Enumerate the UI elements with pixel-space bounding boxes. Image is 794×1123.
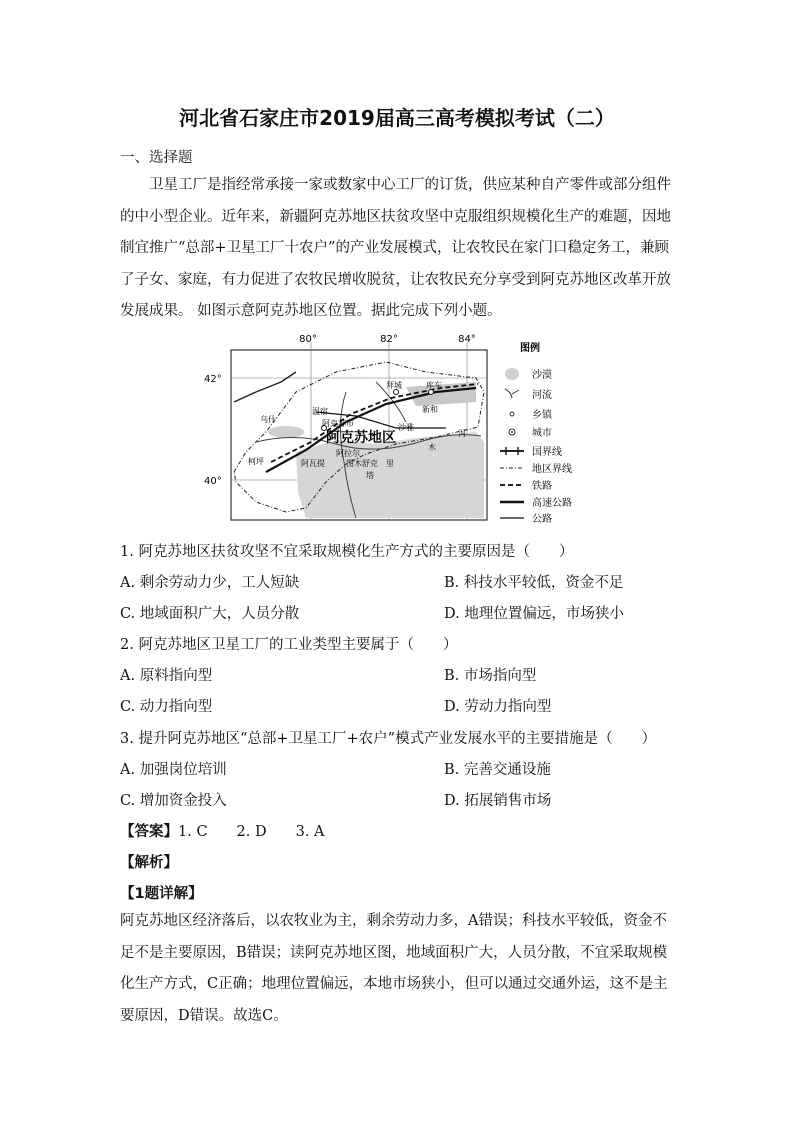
place-label: 乌什 xyxy=(260,415,276,424)
lat-label-42: 42° xyxy=(204,374,222,385)
lon-label-84: 84° xyxy=(458,334,476,345)
legend-town-symbol xyxy=(510,412,514,416)
legend xyxy=(500,368,572,525)
detail-label: 【1题详解】 xyxy=(120,886,203,902)
desert-west xyxy=(268,426,304,438)
question-3-stem: 3. 提升阿克苏地区“总部+卫星工厂+农户”模式产业发展水平的主要措施是（ ） xyxy=(120,731,657,747)
place-label: 拜城 xyxy=(386,381,402,390)
legend-title: 图例 xyxy=(520,343,540,354)
legend-city-dot xyxy=(511,431,513,433)
legend-railway-label: 铁路 xyxy=(532,481,552,492)
answer-label: 【答案】 xyxy=(120,824,178,840)
place-label: 库车 xyxy=(426,381,442,390)
place-label: 河 xyxy=(458,429,466,438)
question-1-stem: 1. 阿克苏地区扶贫攻坚不宜采取规模化生产方式的主要原因是（ ） xyxy=(120,544,574,560)
question-1-option-b: B. 科技水平较低，资金不足 xyxy=(444,575,624,591)
lon-label-82: 82° xyxy=(380,334,398,345)
question-1-option-d: D. 地理位置偏远，市场狭小 xyxy=(444,606,624,622)
place-label: 柯坪 xyxy=(248,457,264,466)
city-marker xyxy=(429,390,434,395)
intro-paragraph: 卫星工厂是指经常承接一家或数家中心工厂的订货，供应某种自产零件或部分组件的中小型企业。近年来，新疆阿克苏地区扶贫攻坚中克服组织规模化生产的难题，因地制宜推广“总部+卫星工厂十农户”的产业发展模式，让农牧民在家门口稳定务工，兼顾了子女、家庭，有力促进了农牧民增收脱贫，让农牧民充分享受到阿克苏地区改革开放发展成果。 如图示意阿克苏地区位置。据此完成下列小题。 xyxy=(120,177,671,319)
legend-desert-label: 沙漠 xyxy=(532,370,552,381)
question-1-option-a: A. 剩余劳动力少，工人短缺 xyxy=(120,575,300,591)
map-figure xyxy=(204,332,572,526)
region-label: 阿克苏地区 xyxy=(326,430,396,446)
place-label: 阿瓦提 xyxy=(301,459,325,468)
question-2-option-c: C. 动力指向型 xyxy=(120,699,213,715)
answer-line xyxy=(120,820,325,841)
question-3-option-d: D. 拓展销售市场 xyxy=(444,793,552,809)
question-2-option-b: B. 市场指向型 xyxy=(444,668,537,684)
place-label: 新和 xyxy=(422,405,438,414)
place-label: 温宿 xyxy=(312,407,328,416)
analysis-label: 【解析】 xyxy=(120,855,178,871)
lon-label-80: 80° xyxy=(299,334,317,345)
legend-desert-symbol xyxy=(505,368,519,380)
legend-town-label: 乡镇 xyxy=(532,410,552,421)
legend-road-label: 公路 xyxy=(532,514,552,525)
question-3-option-c: C. 增加资金投入 xyxy=(120,793,227,809)
question-2-option-a: A. 原料指向型 xyxy=(120,668,213,684)
question-2-stem: 2. 阿克苏地区卫星工厂的工业类型主要属于（ ） xyxy=(120,637,458,653)
legend-city-label: 城市 xyxy=(532,428,552,439)
legend-river-symbol xyxy=(505,389,519,398)
legend-river-label: 河流 xyxy=(532,390,552,401)
question-3-option-b: B. 完善交通设施 xyxy=(444,762,551,778)
place-label: 沙雅 xyxy=(398,423,414,432)
legend-national-border-label: 国界线 xyxy=(532,447,562,458)
place-label: 阿克苏市 xyxy=(322,419,354,428)
place-label: 图木舒克 xyxy=(346,459,378,468)
place-label: 木 xyxy=(428,443,436,452)
place-label: 里 xyxy=(386,459,394,468)
legend-highway-label: 高速公路 xyxy=(532,498,572,509)
location-map xyxy=(204,332,572,526)
detail-paragraph: 阿克苏地区经济落后，以农牧业为主，剩余劳动力多，A错误；科技水平较低，资金不足不是主要原因，B错误；读阿克苏地区图，地域面积广大，人员分散，不宜采取规模化生产方式，C正确；地理位置偏远，本地市场狭小，但可以通过交通外运，这不是主要原因，D错误。故选C。 xyxy=(120,913,668,1024)
place-label: 塔 xyxy=(366,471,374,480)
question-1-option-c: C. 地域面积广大，人员分散 xyxy=(120,606,300,622)
city-marker xyxy=(394,390,399,395)
page-title: 河北省石家庄市2019届高三高考模拟考试（二） xyxy=(179,106,615,130)
section-heading: 一、选择题 xyxy=(120,150,193,166)
question-2-option-d: D. 劳动力指向型 xyxy=(444,699,552,715)
question-3-option-a: A. 加强岗位培训 xyxy=(120,762,227,778)
legend-regional-border-label: 地区界线 xyxy=(532,464,572,475)
answer-text: 1. C 2. D 3. A xyxy=(178,824,325,840)
place-label: 阿拉尔 xyxy=(336,449,360,458)
lat-label-40: 40° xyxy=(204,476,222,487)
